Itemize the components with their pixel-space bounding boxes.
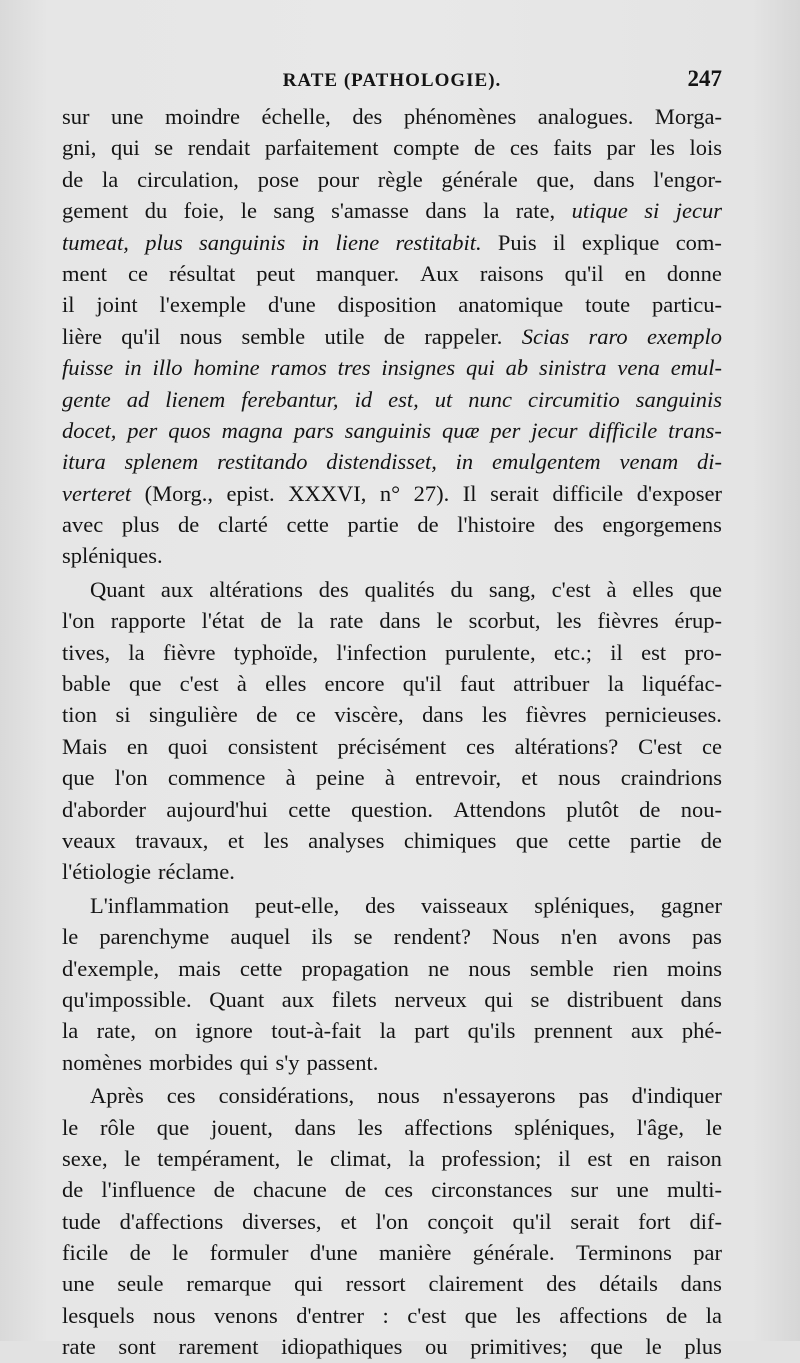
paragraph	[62, 101, 722, 572]
page-number: 247	[687, 66, 722, 91]
text-line: qu'impossible. Quant aux filets nerveux qui se distribuent dans	[62, 986, 722, 1012]
page-header	[62, 66, 722, 96]
paragraph	[62, 890, 722, 1078]
text-line: lière qu'il nous semble utile de rappeler. Scias raro exemplo	[62, 323, 722, 349]
text-line: avec plus de clarté cette partie de l'histoire des engorgemens	[62, 512, 722, 538]
text-line: rate sont rarement idiopathiques ou primitives; que le plus	[62, 1334, 722, 1360]
body-text	[62, 101, 722, 1363]
text-line: de l'influence de chacune de ces circonstances sur une multi-	[62, 1177, 722, 1203]
text-line: l'on rapporte l'état de la rate dans le scorbut, les fièvres érup-	[62, 608, 722, 634]
text-line: d'aborder aujourd'hui cette question. Attendons plutôt de nou-	[62, 796, 722, 822]
text-line: Mais en quoi consistent précisément ces altérations? C'est ce	[62, 733, 722, 759]
text-line: L'inflammation peut-elle, des vaisseaux spléniques, gagner	[90, 892, 722, 918]
text-line: gni, qui se rendait parfaitement compte de ces faits par les lois	[62, 135, 722, 161]
text-line: bable que c'est à elles encore qu'il faut attribuer la liquéfac-	[62, 671, 722, 697]
text-line: d'exemple, mais cette propagation ne nous semble rien moins	[62, 955, 722, 981]
text-line: ficile de le formuler d'une manière générale. Terminons par	[62, 1240, 722, 1266]
text-line: gente ad lienem ferebantur, id est, ut nunc circumitio sanguinis	[62, 386, 722, 412]
text-line: verteret (Morg., epist. XXXVI, n° 27). Il serait difficile d'exposer	[62, 480, 722, 506]
text-line: Quant aux altérations des qualités du sang, c'est à elles que	[90, 576, 722, 602]
text-line: fuisse in illo homine ramos tres insignes qui ab sinistra vena emul-	[62, 355, 722, 381]
text-line: itura splenem restitando distendisset, in emulgentem venam di-	[62, 449, 722, 475]
text-line: tion si singulière de ce viscère, dans les fièvres pernicieuses.	[62, 702, 722, 728]
text-line: tives, la fièvre typhoïde, l'infection purulente, etc.; il est pro-	[62, 639, 722, 665]
text-line: que l'on commence à peine à entrevoir, et nous craindrions	[62, 765, 722, 791]
text-line: le parenchyme auquel ils se rendent? Nous n'en avons pas	[62, 924, 722, 950]
running-title: RATE (PATHOLOGIE).	[282, 70, 502, 91]
text-line: sexe, le tempérament, le climat, la profession; il est en raison	[62, 1145, 722, 1171]
text-line: de la circulation, pose pour règle générale que, dans l'engor-	[62, 166, 722, 192]
text-line: gement du foie, le sang s'amasse dans la rate, utique si jecur	[62, 198, 722, 224]
text-line: sur une moindre échelle, des phénomènes analogues. Morga-	[62, 104, 722, 129]
paragraph	[62, 574, 722, 888]
text-line: la rate, on ignore tout-à-fait la part qu'ils prennent aux phé-	[62, 1018, 722, 1044]
text-line: l'étiologie réclame.	[62, 859, 235, 885]
text-line: Après ces considérations, nous n'essayerons pas d'indiquer	[90, 1083, 722, 1109]
text-line: le rôle que jouent, dans les affections spléniques, l'âge, le	[62, 1114, 722, 1140]
text-line: une seule remarque qui ressort clairement des détails dans	[62, 1271, 722, 1297]
paragraph	[62, 1080, 722, 1363]
text-line: ment ce résultat peut manquer. Aux raisons qu'il en donne	[62, 260, 722, 286]
text-line: veaux travaux, et les analyses chimiques que cette partie de	[62, 827, 722, 853]
text-line: il joint l'exemple d'une disposition anatomique toute particu-	[62, 292, 722, 318]
text-line: lesquels nous venons d'entrer : c'est que les affections de la	[62, 1302, 722, 1328]
text-line: tumeat, plus sanguinis in liene restitabit. Puis il explique com-	[62, 229, 722, 255]
text-line: tude d'affections diverses, et l'on conçoit qu'il serait fort dif-	[62, 1208, 722, 1234]
text-line: nomènes morbides qui s'y passent.	[62, 1049, 379, 1075]
text-line: docet, per quos magna pars sanguinis quæ per jecur difficile trans-	[62, 417, 722, 443]
text-line: spléniques.	[62, 543, 163, 569]
